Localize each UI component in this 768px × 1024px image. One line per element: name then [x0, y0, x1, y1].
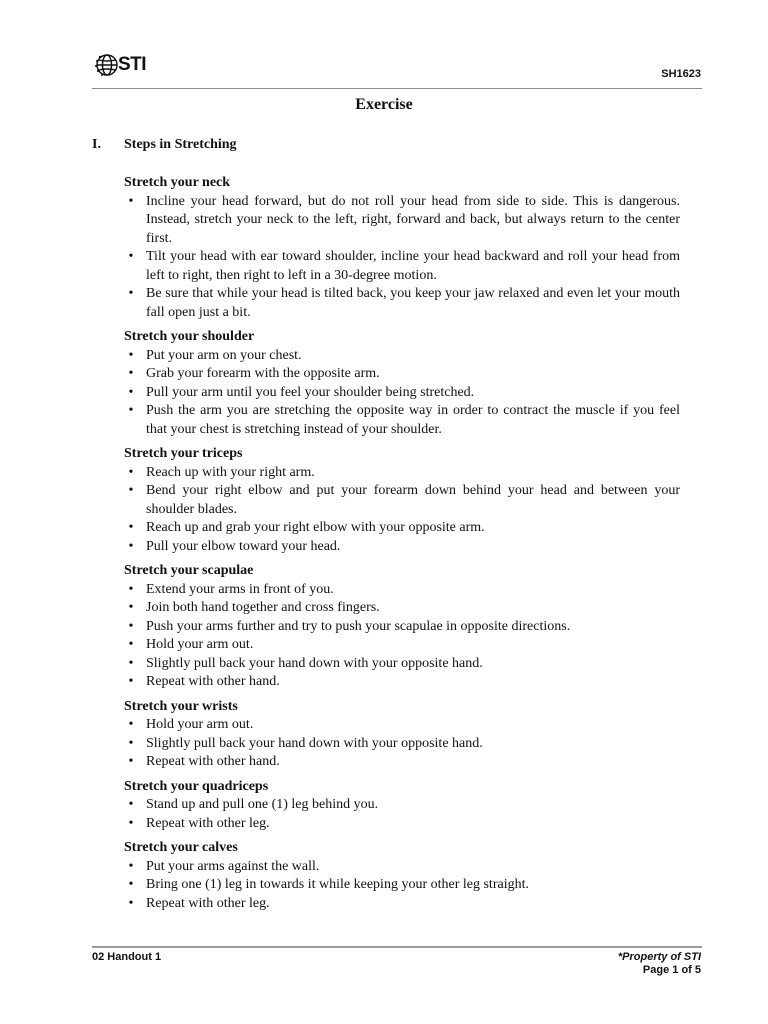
list-item-text: Grab your forearm with the opposite arm. [146, 366, 380, 381]
list-item-text: Slightly pull back your hand down with your opposite hand. [146, 655, 483, 671]
footer-divider [92, 946, 702, 948]
stretch-group-title: Stretch your wrists [124, 698, 238, 714]
bullet-icon: • [128, 366, 134, 381]
list-item [124, 636, 680, 655]
bullet-icon: • [128, 655, 134, 671]
document-code: SH1623 [661, 68, 701, 80]
list-item [124, 599, 680, 618]
bullet-icon: • [128, 384, 134, 400]
bullet-icon: • [128, 637, 134, 652]
bullet-icon: • [128, 815, 134, 831]
stretch-group-title: Stretch your neck [124, 175, 231, 190]
list-item [124, 402, 680, 439]
bullet-icon: • [128, 600, 134, 615]
list-item [124, 248, 680, 285]
stretch-group-title: Stretch your calves [124, 840, 238, 855]
list-item-text: Tilt your head with ear toward shoulder, incline your head backward and roll your head from left to right, then right to left in a 30-degree motion. [146, 249, 680, 283]
stretch-step-list [124, 464, 680, 557]
list-item [124, 655, 680, 674]
bullet-icon: • [128, 618, 134, 634]
list-item [124, 716, 680, 735]
stretch-group-title: Stretch your scapulae [124, 563, 254, 578]
stretch-group [124, 778, 680, 834]
list-item-text: Hold your arm out. [146, 637, 254, 652]
bullet-icon: • [128, 797, 134, 812]
section-number: I. [92, 137, 101, 152]
list-item-text: Incline your head forward, but do not roll your head from side to side. This is dangerous. Instead, stretch your neck to the left, right, forward and back, but always return to the center first. [146, 193, 680, 246]
stretch-step-list [124, 858, 680, 914]
stretch-group [124, 698, 680, 772]
list-item-text: Slightly pull back your hand down with your opposite hand. [146, 735, 483, 751]
list-item [124, 347, 680, 366]
list-item-text: Hold your arm out. [146, 717, 254, 732]
list-item [124, 384, 680, 403]
list-item-text: Bend your right elbow and put your forearm down behind your head and between your shoulder blades. [146, 483, 680, 517]
list-item-text: Repeat with other hand. [146, 674, 280, 689]
bullet-icon: • [128, 581, 134, 597]
bullet-icon: • [128, 520, 134, 535]
bullet-icon: • [128, 877, 134, 892]
list-item [124, 735, 680, 754]
stretch-group-title: Stretch your shoulder [124, 329, 255, 344]
stretch-step-list [124, 716, 680, 772]
bullet-icon: • [128, 403, 134, 418]
stretching-steps [124, 174, 680, 919]
list-item-text: Push the arm you are stretching the opposite way in order to contract the muscle if you feel that your chest is stretching instead of your shoulder. [146, 403, 680, 437]
list-item-text: Extend your arms in front of you. [146, 581, 334, 597]
stretch-group-title: Stretch your triceps [124, 446, 243, 461]
stretch-group [124, 839, 680, 913]
list-item [124, 519, 680, 538]
section-title: Steps in Stretching [124, 137, 237, 152]
bullet-icon: • [128, 538, 134, 554]
list-item-text: Pull your elbow toward your head. [146, 538, 341, 554]
stretch-group-title: Stretch your quadriceps [124, 778, 269, 794]
logo-text: STI [118, 54, 147, 75]
list-item-text: Push your arms further and try to push your scapulae in opposite directions. [146, 618, 571, 634]
stretch-group [124, 562, 680, 692]
list-item [124, 581, 680, 600]
sti-globe-icon [94, 52, 120, 78]
list-item [124, 858, 680, 877]
header-divider [92, 88, 702, 89]
list-item [124, 464, 680, 483]
list-item-text: Join both hand together and cross fingers. [146, 600, 380, 615]
list-item-text: Reach up with your right arm. [146, 464, 315, 480]
list-item [124, 876, 680, 895]
list-item-text: Repeat with other leg. [146, 815, 270, 831]
bullet-icon: • [128, 347, 134, 363]
list-item-text: Reach up and grab your right elbow with your opposite arm. [146, 520, 485, 535]
list-item-text: Bring one (1) leg in towards it while keeping your other leg straight. [146, 877, 529, 892]
bullet-icon: • [128, 193, 134, 209]
stretch-step-list [124, 796, 680, 833]
list-item [124, 618, 680, 637]
list-item-text: Put your arms against the wall. [146, 858, 320, 874]
section-heading [92, 137, 237, 153]
list-item [124, 895, 680, 914]
list-item [124, 285, 680, 322]
list-item [124, 796, 680, 815]
bullet-icon: • [128, 895, 134, 911]
page-title: Exercise [355, 96, 413, 113]
list-item-text: Repeat with other leg. [146, 895, 270, 911]
list-item [124, 673, 680, 692]
list-item-text: Stand up and pull one (1) leg behind you. [146, 797, 379, 812]
bullet-icon: • [128, 735, 134, 751]
list-item [124, 482, 680, 519]
stretch-step-list [124, 581, 680, 692]
stretch-group [124, 174, 680, 322]
footer-right [618, 951, 701, 977]
bullet-icon: • [128, 483, 134, 498]
list-item-text: Be sure that while your head is tilted back, you keep your jaw relaxed and even let your mouth fall open just a bit. [146, 286, 680, 320]
bullet-icon: • [128, 674, 134, 689]
list-item [124, 538, 680, 557]
footer-page-number: Page 1 of 5 [642, 964, 701, 976]
stretch-group [124, 328, 680, 439]
stretch-group [124, 445, 680, 556]
list-item [124, 815, 680, 834]
list-item-text: Put your arm on your chest. [146, 347, 302, 363]
list-item-text: Repeat with other hand. [146, 754, 280, 769]
list-item [124, 193, 680, 249]
sti-logo [94, 52, 146, 78]
bullet-icon: • [128, 464, 134, 480]
list-item [124, 365, 680, 384]
list-item-text: Pull your arm until you feel your shoulder being stretched. [146, 384, 475, 400]
list-item [124, 753, 680, 772]
bullet-icon: • [128, 249, 134, 264]
bullet-icon: • [128, 717, 134, 732]
bullet-icon: • [128, 858, 134, 874]
bullet-icon: • [128, 286, 134, 301]
bullet-icon: • [128, 754, 134, 769]
footer-handout-label: 02 Handout 1 [92, 951, 162, 963]
stretch-step-list [124, 193, 680, 323]
footer-property: *Property of STI [617, 951, 701, 963]
stretch-step-list [124, 347, 680, 440]
